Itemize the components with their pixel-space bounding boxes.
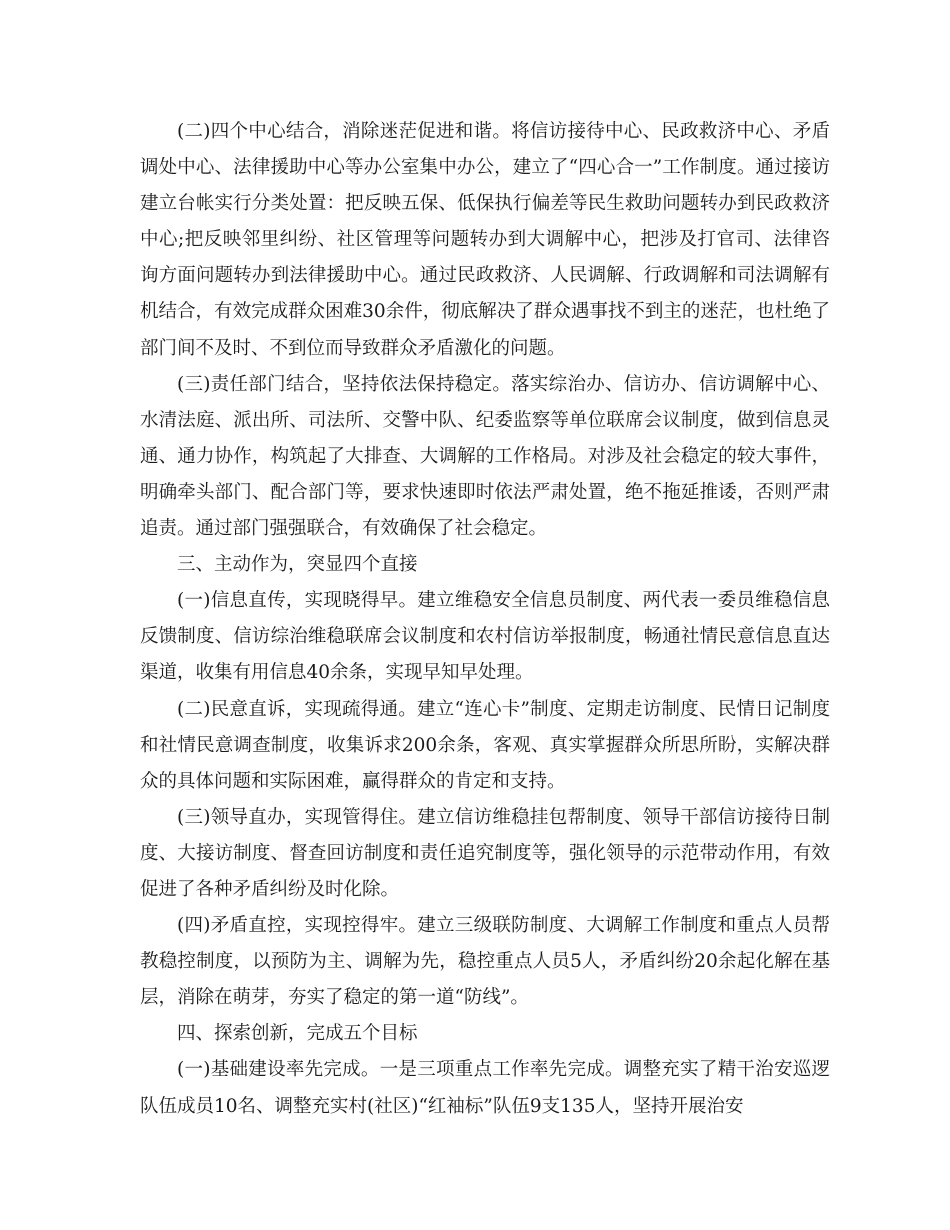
paragraph-responsible-departments: (三)责任部门结合，坚持依法保持稳定。落实综治办、信访办、信访调解中心、水清法庭、派出所、司法所、交警中队、纪委监察等单位联席会议制度，做到信息灵通、通力协作，构筑起了大排查、大调解的工作格局。对涉及社会稳定的较大事件，明确牵头部门、配合部门等，要求快速即时依法严肃处置，绝不拖延推诿，否则严肃追责。通过部门强强联合，有效确保了社会稳定。: [140, 373, 830, 540]
document-body: [140, 114, 830, 1125]
section-heading-four: 四、探索创新，完成五个目标: [177, 1023, 418, 1045]
paragraph-leadership-direct: (三)领导直办，实现管得住。建立信访维稳挂包帮制度、领导干部信访接待日制度、大接访制度、督查回访制度和责任追究制度等，强化领导的示范带动作用，有效促进了各种矛盾纠纷及时化除。: [140, 806, 830, 900]
section-heading-three: 三、主动作为，突显四个直接: [177, 554, 418, 576]
paragraph-information-direct: (一)信息直传，实现晓得早。建立维稳安全信息员制度、两代表一委员维稳信息反馈制度、信访综治维稳联席会议制度和农村信访举报制度，畅通社情民意信息直达渠道，收集有用信息40余条，实现早知早处理。: [140, 590, 830, 684]
paragraph-conflict-control-direct: (四)矛盾直控，实现控得牢。建立三级联防制度、大调解工作制度和重点人员帮教稳控制度，以预防为主、调解为先，稳控重点人员5人，矛盾纠纷20余起化解在基层，消除在萌芽，夯实了稳定的第一道“防线”。: [140, 915, 830, 1009]
paragraph-four-centers: (二)四个中心结合，消除迷茫促进和谐。将信访接待中心、民政救济中心、矛盾调处中心、法律援助中心等办公室集中办公，建立了“四心合一”工作制度。通过接访建立台帐实行分类处置：把反映五保、低保执行偏差等民生救助问题转办到民政救济中心;把反映邻里纠纷、社区管理等问题转办到大调解中心，把涉及打官司、法律咨询方面问题转办到法律援助中心。通过民政救济、人民调解、行政调解和司法调解有机结合，有效完成群众困难30余件，彻底解决了群众遇事找不到主的迷茫，也杜绝了部门间不及时、不到位而导致群众矛盾激化的问题。: [140, 121, 830, 359]
paragraph-infrastructure-first: (一)基础建设率先完成。一是三项重点工作率先完成。调整充实了精干治安巡逻队伍成员10名、调整充实村(社区)“红袖标”队伍9支135人，坚持开展治安: [140, 1059, 830, 1117]
paragraph-public-opinion-direct: (二)民意直诉，实现疏得通。建立“连心卡”制度、定期走访制度、民情日记制度和社情民意调查制度，收集诉求200余条，客观、真实掌握群众所思所盼，实解决群众的具体问题和实际困难，赢得群众的肯定和支持。: [140, 698, 830, 792]
